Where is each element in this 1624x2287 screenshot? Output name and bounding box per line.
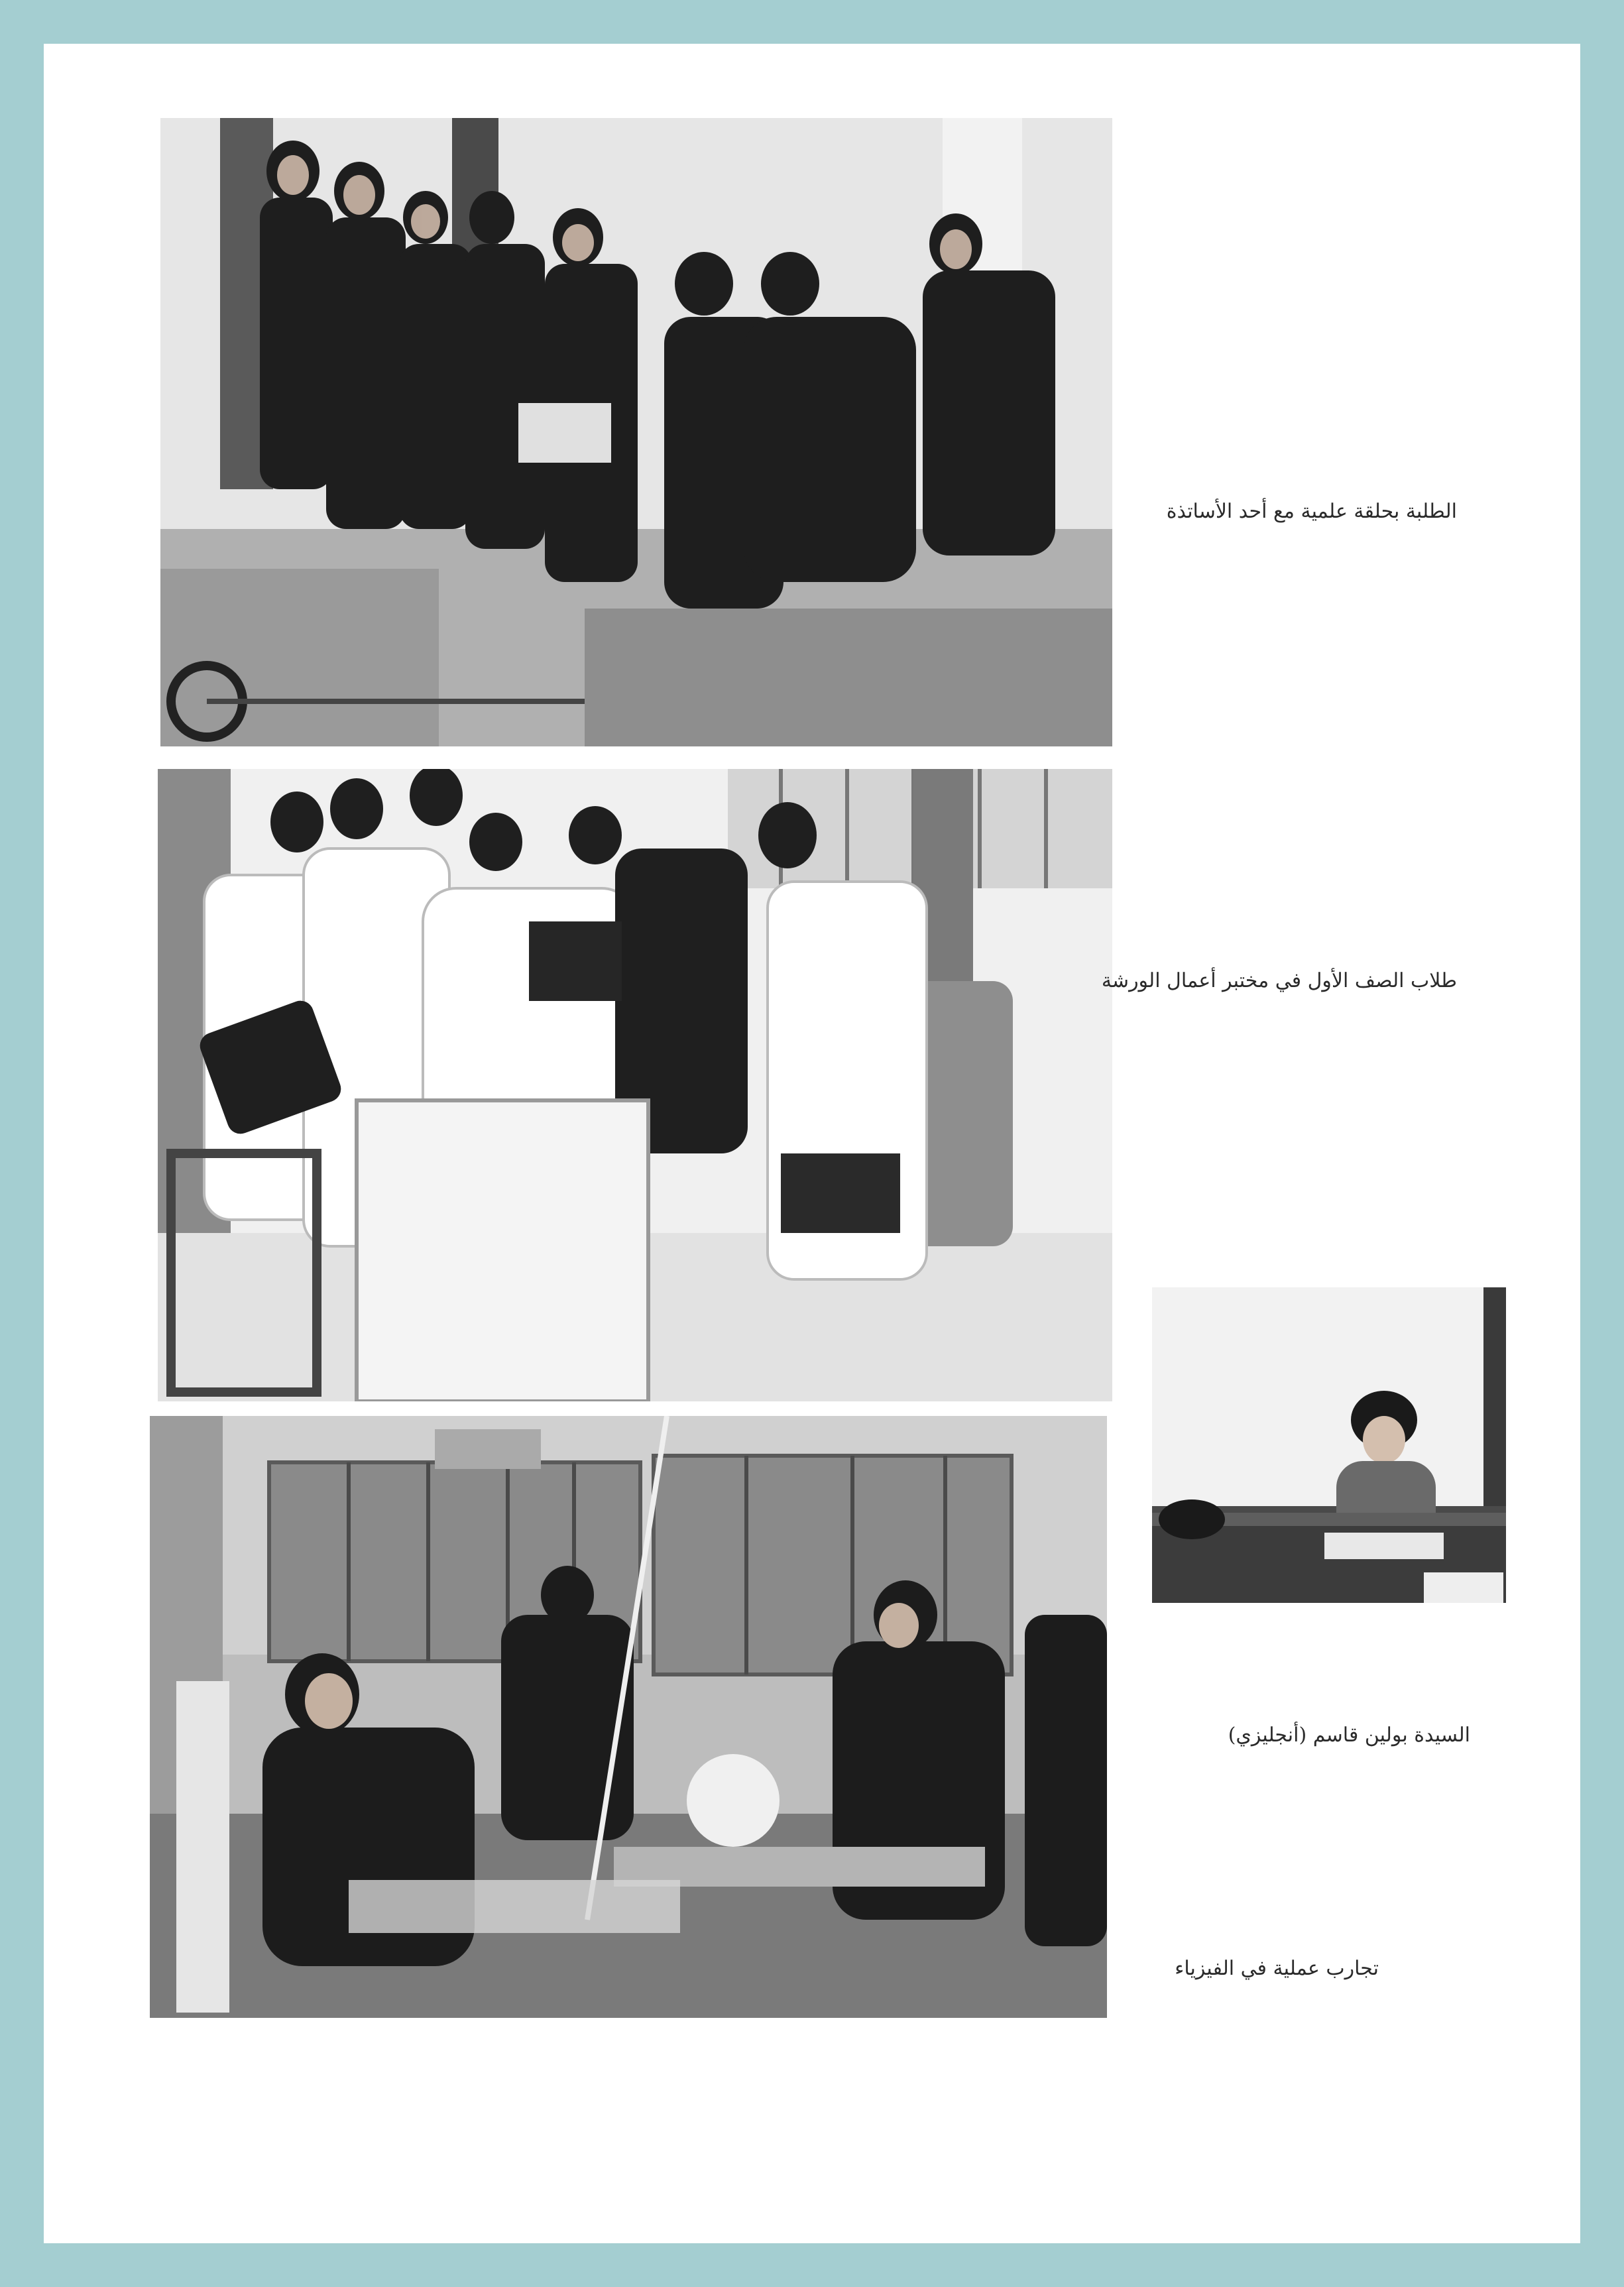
photo-physics-experiments (150, 1416, 1107, 2018)
photo-students-with-teacher-image (160, 118, 1112, 746)
photo-teacher-portrait-image (1152, 1287, 1506, 1603)
photo-students-with-teacher (160, 118, 1112, 746)
caption-students-with-teacher: الطلبة بحلقة علمية مع أحد الأساتذة (1166, 500, 1457, 523)
document-page (44, 44, 1580, 2243)
caption-teacher-portrait: السيدة بولين قاسم (أنجليزي) (1228, 1724, 1470, 1747)
photo-teacher-portrait (1152, 1287, 1506, 1603)
caption-workshop-lab: طلاب الصف الأول في مختبر أعمال الورشة (1101, 969, 1457, 992)
photo-workshop-lab-image (158, 769, 1112, 1401)
caption-physics-experiments: تجارب عملية في الفيزياء (1175, 1957, 1379, 1980)
photo-physics-experiments-image (150, 1416, 1107, 2018)
photo-workshop-lab (158, 769, 1112, 1401)
